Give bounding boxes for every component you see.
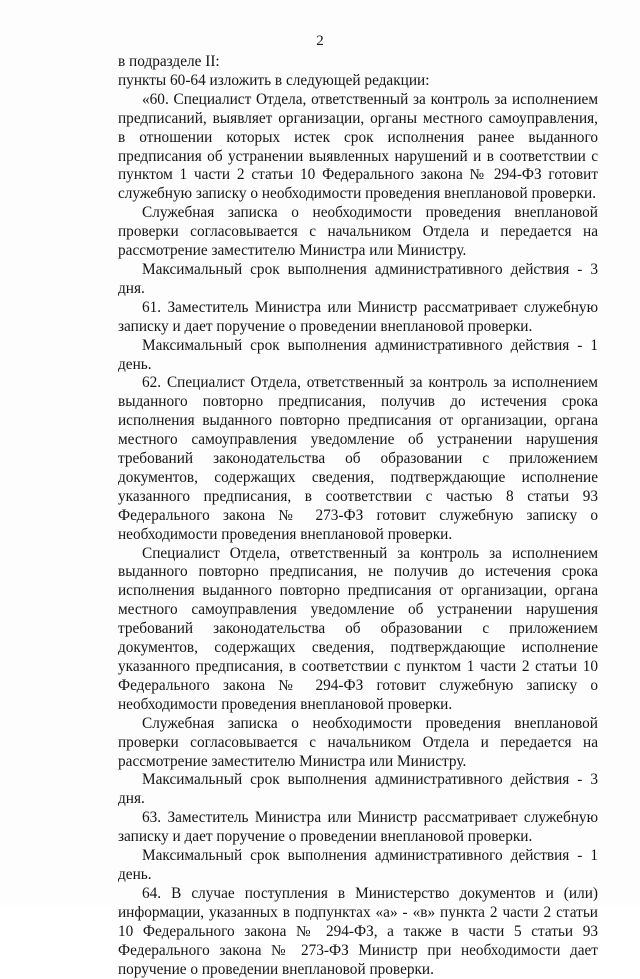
paragraph-7: Максимальный срок выполнения административного действия - 1 день. [118, 336, 598, 373]
paragraph-8: 62. Специалист Отдела, ответственный за контроль за исполнением выданного повторно предписания, получив до истечения срока исполнения выданного повторно предписания от организации, органа местного самоуправления уведомление об устранении нарушения требований законодательства об образовании с приложением документов, содержащих сведения, подтверждающие исполнение указанного предписания, в соответствии с частью 8 статьи 93 Федерального закона № 273-ФЗ готовит служебную записку о необходимости проведения внеплановой проверки. [118, 374, 598, 543]
paragraph-9: Специалист Отдела, ответственный за контроль за исполнением выданного повторно предписания, не получив до истечения срока исполнения выданного повторно предписания от организации, органа местного самоуправления уведомление об устранении нарушения требований законодательства об образовании с приложением документов, содержащих сведения, подтверждающие исполнение указанного предписания, в соответствии с пунктом 1 части 2 статьи 10 Федерального закона № 294-ФЗ готовит служебную записку о необходимости проведения внеплановой проверки. [118, 544, 598, 713]
paragraph-14: 64. В случае поступления в Министерство документов и (или) информации, указанных в подпунктах «а» - «в» пункта 2 части 2 статьи 10 Федерального закона № 294-ФЗ, а также в части 5 статьи 93 Федерального закона № 273-ФЗ Министр при необходимости дает поручение о проведении внеплановой проверки. [118, 884, 598, 978]
paragraph-12: 63. Заместитель Министра или Министр рассматривает служебную записку и дает поручение о проведении внеплановой проверки. [118, 809, 598, 846]
paragraph-13: Максимальный срок выполнения административного действия - 1 день. [118, 847, 598, 883]
paragraph-4: Служебная записка о необходимости проведения внеплановой проверки согласовывается с начальником Отдела и передается на рассмотрение заместителю Министра или Министру. [118, 204, 598, 260]
paragraph-2: пункты 60-64 изложить в следующей редакции: [118, 71, 430, 89]
paragraph-1: в подразделе II: [118, 53, 220, 70]
paragraph-6: 61. Заместитель Министра или Министр рассматривает служебную записку и дает поручение о проведении внеплановой проверки. [118, 298, 598, 335]
paragraph-11: Максимальный срок выполнения административного действия - 3 дня. [118, 771, 598, 808]
paragraph-5: Максимальный срок выполнения административного действия - 3 дня. [118, 260, 598, 297]
page-number: 2 [316, 33, 324, 49]
paragraph-10: Служебная записка о необходимости проведения внеплановой проверки согласовывается с начальником Отдела и передается на рассмотрение заместителю Министра или Министру. [118, 714, 598, 770]
paragraph-3: «60. Специалист Отдела, ответственный за контроль за исполнением предписаний, выявляет организации, органы местного самоуправления, в отношении которых истек срок исполнения ранее выданного предписания об устранении выявленных нарушений и в соответствии с пунктом 1 части 2 статьи 10 Федерального закона № 294-ФЗ готовит служебную записку о необходимости проведения внеплановой проверки. [118, 90, 598, 203]
document-body [118, 53, 598, 979]
